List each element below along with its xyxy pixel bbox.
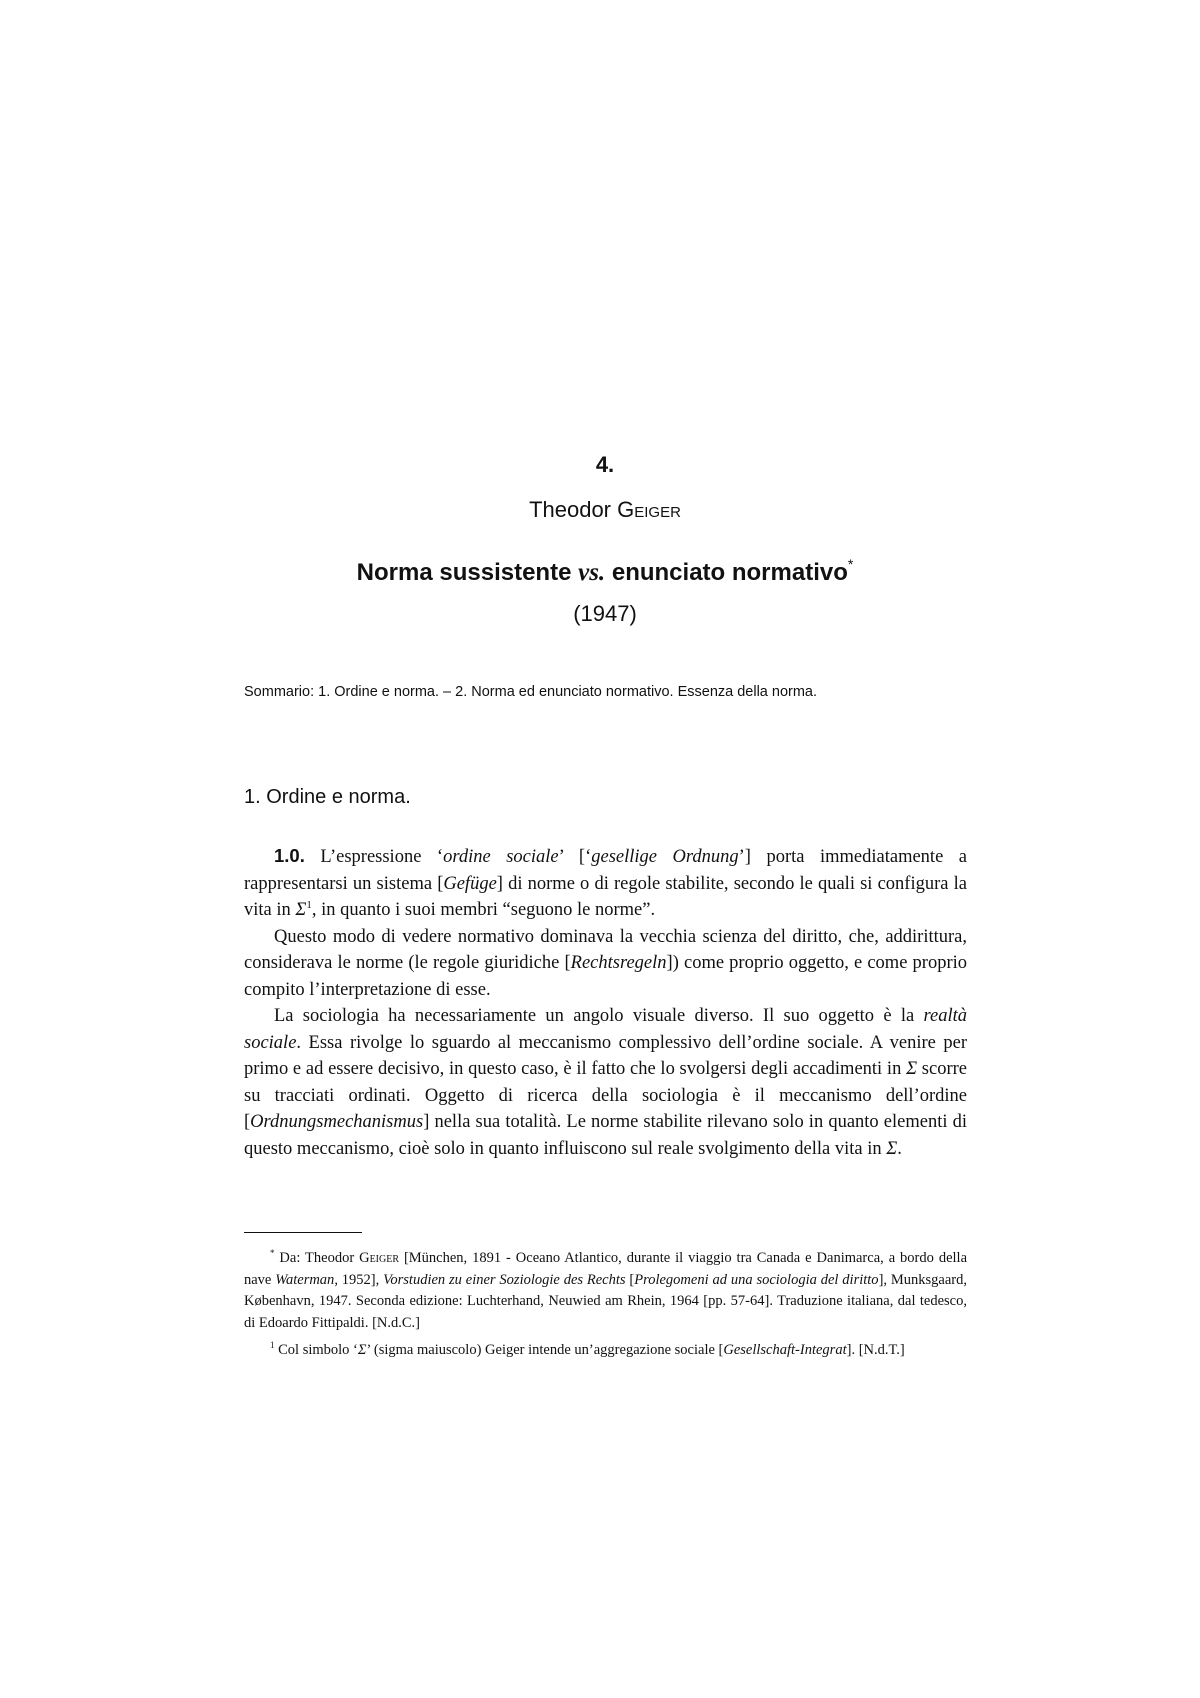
text-run: ], Munksgaard, København, 1947. Seconda edizione: Luchterhand, Neuwied am Rhein, 1964 [pp. 57-64]. Traduzione italiana, dal tedesco, di Edoardo Fittipaldi. [N.d.C.] xyxy=(244,1271,967,1331)
text-run: ]) come proprio oggetto, e come proprio compito l’interpretazione di esse. xyxy=(244,953,967,1000)
text-run: . Essa rivolge lo sguardo al meccanismo complessivo dell’ordine sociale. A venire per primo e ad essere decisivo, in questo caso, è il fatto che lo svolgersi degli accadimenti in xyxy=(244,1032,967,1079)
text-run: ]. [N.d.T.] xyxy=(846,1342,905,1358)
book-title-translation: Prolegomeni ad una sociologia del diritto xyxy=(634,1271,879,1288)
italic-term: Waterman xyxy=(275,1271,335,1288)
footnote-marker: * xyxy=(270,1248,275,1259)
chapter-number: 4. xyxy=(595,452,615,477)
author-first-name: Theodor xyxy=(529,497,612,522)
title-vs: vs. xyxy=(578,559,606,586)
chapter-title xyxy=(0,558,1200,587)
text-run: Questo modo di vedere normativo dominava la vecchia scienza del diritto, che, addirittura, considerava le norme (le regole giuridiche [ xyxy=(244,926,967,973)
text-run: , in quanto i suoi membri “seguono le norme”. xyxy=(311,900,656,920)
sigma-symbol: Σ xyxy=(906,1059,918,1079)
footnote-ref-1[interactable]: 1 xyxy=(306,898,312,911)
paragraph-3 xyxy=(244,1003,967,1162)
footnote-divider xyxy=(244,1232,362,1233)
text-run: . xyxy=(897,1138,902,1159)
text-run: [ xyxy=(625,1271,635,1288)
text-run: Da: Theodor xyxy=(274,1250,360,1266)
italic-term: ordine sociale xyxy=(443,847,559,867)
footnote-1 xyxy=(244,1340,967,1362)
footnote-star xyxy=(244,1248,967,1334)
body-text xyxy=(244,843,967,1162)
italic-term: realtà sociale xyxy=(244,1006,967,1053)
text-run: La sociologia ha necessariamente un angolo visuale diverso. Il suo oggetto è la xyxy=(274,1006,924,1026)
author-last-name: Geiger xyxy=(617,497,681,522)
section-heading: 1. Ordine e norma. xyxy=(244,786,411,808)
sigma-symbol: Σ xyxy=(295,900,307,920)
book-title: Vorstudien zu einer Soziologie des Rechts xyxy=(383,1271,626,1288)
author-name xyxy=(0,497,1200,523)
italic-term: Gefüge xyxy=(443,873,497,894)
footnotes xyxy=(244,1248,967,1368)
italic-term: Ordnungsmechanismus xyxy=(250,1112,424,1132)
text-run: ’ (sigma maiuscolo) Geiger intende un’aggregazione sociale [ xyxy=(366,1342,724,1358)
publication-year: (1947) xyxy=(573,601,637,626)
italic-term: gesellige Ordnung xyxy=(591,847,739,867)
paragraph-number: 1.0. xyxy=(274,845,305,866)
title-footnote-marker[interactable]: * xyxy=(847,556,854,572)
text-run: Col simbolo ‘ xyxy=(274,1342,358,1358)
text-run: L’espressione ‘ xyxy=(304,847,444,867)
author-name-smallcaps: Geiger xyxy=(359,1250,400,1266)
footnote-marker: 1 xyxy=(270,1340,275,1351)
paragraph-2 xyxy=(244,924,967,1004)
sigma-symbol: Σ xyxy=(886,1138,898,1159)
text-run: , 1952], xyxy=(334,1271,384,1288)
title-part-2: enunciato normativo xyxy=(611,559,848,586)
paragraph-1 xyxy=(244,843,967,924)
title-part-1: Norma sussistente xyxy=(356,559,572,586)
text-run: ’ [‘ xyxy=(558,847,592,867)
sigma-symbol: Σ xyxy=(357,1342,367,1358)
text-run: ’] porta immediatamente a rappresentarsi un sistema [ xyxy=(244,847,967,894)
italic-term: Gesellschaft-Integrat xyxy=(723,1342,847,1358)
italic-term: Rechtsregeln xyxy=(570,953,667,973)
chapter-summary: Sommario: 1. Ordine e norma. – 2. Norma ed enunciato normativo. Essenza della norma. xyxy=(244,684,818,700)
text-run: ] nella sua totalità. Le norme stabilite rilevano solo in quanto elementi di questo meccanismo, cioè solo in quanto influiscono sul reale svolgimento della vita in xyxy=(244,1112,967,1159)
text-run: ] di norme o di regole stabilite, secondo le quali si configura la vita in xyxy=(244,873,967,920)
text-run: scorre su tracciati ordinati. Oggetto di ricerca della sociologia è il meccanismo dell’ordine [ xyxy=(244,1059,967,1132)
text-run: [München, 1891 - Oceano Atlantico, durante il viaggio tra Canada e Danimarca, a bordo della nave xyxy=(244,1250,967,1288)
